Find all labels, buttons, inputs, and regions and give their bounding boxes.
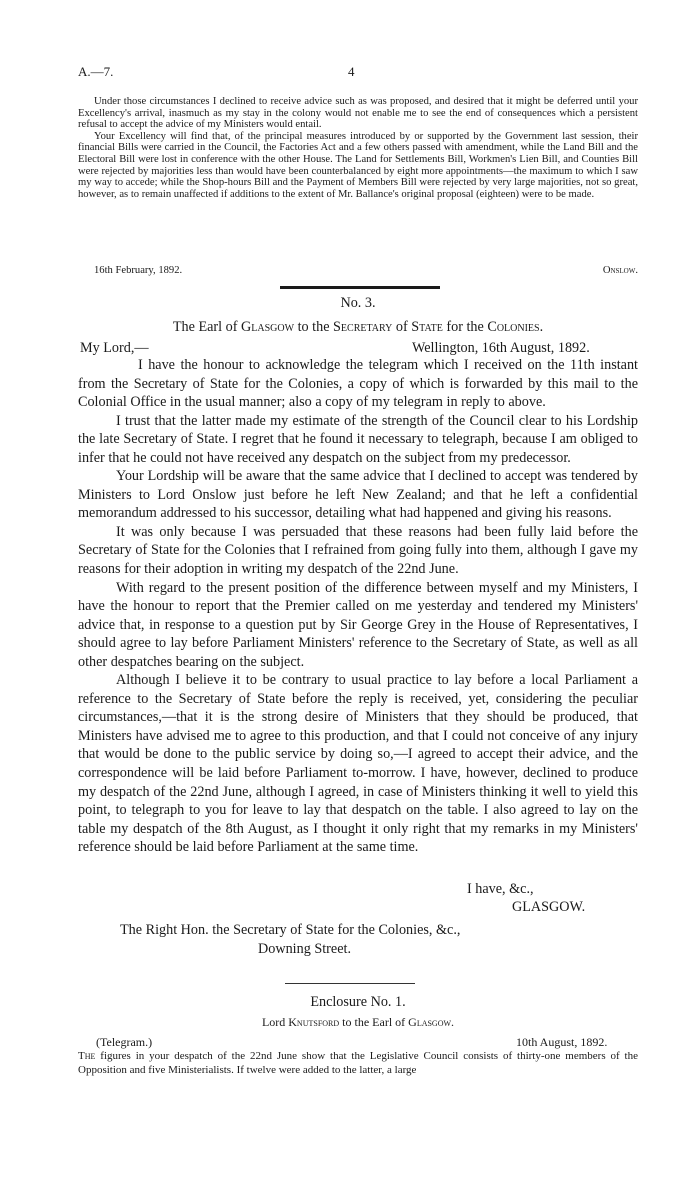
enclosure-title: Enclosure No. 1. <box>310 994 406 1010</box>
salutation: My Lord,— <box>80 340 149 356</box>
telegram-text <box>78 1049 638 1077</box>
intro-date: 16th February, 1892. <box>94 265 183 276</box>
despatch-paragraph: Your Lordship will be aware that the same advice that I declined to accept was tendered by Ministers to Lord Onslow just before he left New Zealand; and that he left a confidential memorandum addressed to his successor, detailing what had happened and giving his reasons. <box>78 468 638 522</box>
signature-glasgow: GLASGOW. <box>512 899 586 915</box>
despatch-heading: The Earl of Glasgow to the Secretary of State for the Colonies. <box>172 319 544 335</box>
intro-paragraph: Your Excellency will find that, of the principal measures introduced by or supported by the Government last session, their financial Bills were carried in the Council, the Factories Act and a few others passed with amendment, while the Land Bill and the Electoral Bill were lost in conference with the other House. The Land for Settlements Bill, Workmen's Lien Bill, and Counties Bill were rejected by majorities less than would have been counterbalanced by eight more appointments—the maximum to which I saw my way to accede; while the Shop-hours Bill and the Payment of Members Bill were rejected by very large majorities, not so great, however, as to remain unaffected if additions to the extent of Mr. Ballance's original proposal (eighteen) were to be made. <box>78 130 638 200</box>
closing: I have, &c., <box>467 881 534 897</box>
despatch-paragraph: I have the honour to acknowledge the telegram which I received on the 11th instant from the Secretary of State for the Colonies, a copy of which is forwarded by this mail to the Colonial Office in the usual manner; also a copy of my telegram in reply to above. <box>78 357 638 411</box>
intro-signoff <box>94 265 638 276</box>
despatch-paragraph: Although I believe it to be contrary to usual practice to lay before a local Parliament a reference to the Secretary of State before the reply is received, yet, considering the peculiar circumstances,—that it is the strong desire of Ministers that they should be produced, that Ministers have advised me to agree to this production, and that I could not conceive of any injury that would be done to the public service by doing so,—I agreed to accept their advice, and the correspondence will be laid before Parliament to-morrow. I have, however, declined to produce my despatch of the 22nd June, although I agreed, in case of Ministers thinking it well to yield this point, to telegraph to you for leave to lay that despatch on the table. I also agreed to lay on the table my despatch of the 8th August, as I thought it only right that my remarks in my Ministers' reference should be laid before Parliament at the same time. <box>78 672 638 856</box>
telegram-body: figures in your despatch of the 22nd June show that the Legislative Council consists of thirty-one members of the Opposition and five Ministerialists. If twelve were added to the latter, a large <box>78 1050 638 1076</box>
despatch-body <box>78 356 638 857</box>
intro-signature: Onslow. <box>602 265 638 276</box>
place-date: Wellington, 16th August, 1892. <box>412 340 590 356</box>
addressee-street: Downing Street. <box>258 941 351 957</box>
document-reference: A.—7. <box>78 64 114 79</box>
section-divider <box>280 286 440 289</box>
intro-paragraph: Under those circumstances I declined to receive advice such as was proposed, and desired that it might be deferred until your Excellency's arrival, inasmuch as my stay in the colony would not enable me to see the end of consequences which a persistent refusal to accept the advice of my Ministers would entail. <box>78 96 638 131</box>
telegram-lead-word: The <box>78 1050 96 1062</box>
intro-text <box>78 96 638 200</box>
telegram-label: (Telegram.) <box>96 1035 153 1049</box>
despatch-number: No. 3. <box>340 295 376 311</box>
addressee-line: The Right Hon. the Secretary of State for the Colonies, &c., <box>120 922 461 938</box>
enclosure-divider <box>285 983 415 984</box>
despatch-paragraph: With regard to the present position of the difference between myself and my Ministers, I have the honour to report that the Premier called on me yesterday and tendered my Ministers' advice that, in response to a question put by Sir George Grey in the House of Representatives, I should agree to lay before Parliament Ministers' reference to the Secretary of State, as well as all other despatches bearing on the subject. <box>78 579 638 670</box>
page-number: 4 <box>348 64 355 79</box>
despatch-paragraph: It was only because I was persuaded that these reasons had been fully laid before the Secretary of State for the Colonies that I refrained from going fully into them, although I gave my reasons for their adoption in writing my despatch of the 22nd June. <box>78 523 638 578</box>
telegram-date: 10th August, 1892. <box>516 1035 608 1049</box>
despatch-paragraph: I trust that the latter made my estimate of the strength of the Council clear to his Lordship the late Secretary of State. I regret that he found it necessary to telegraph, because I am obliged to infer that he could not have received any despatch on the subject from my predecessor. <box>78 412 638 466</box>
enclosure-subhead: Lord Knutsford to the Earl of Glasgow. <box>261 1015 455 1029</box>
page-header <box>78 64 638 82</box>
